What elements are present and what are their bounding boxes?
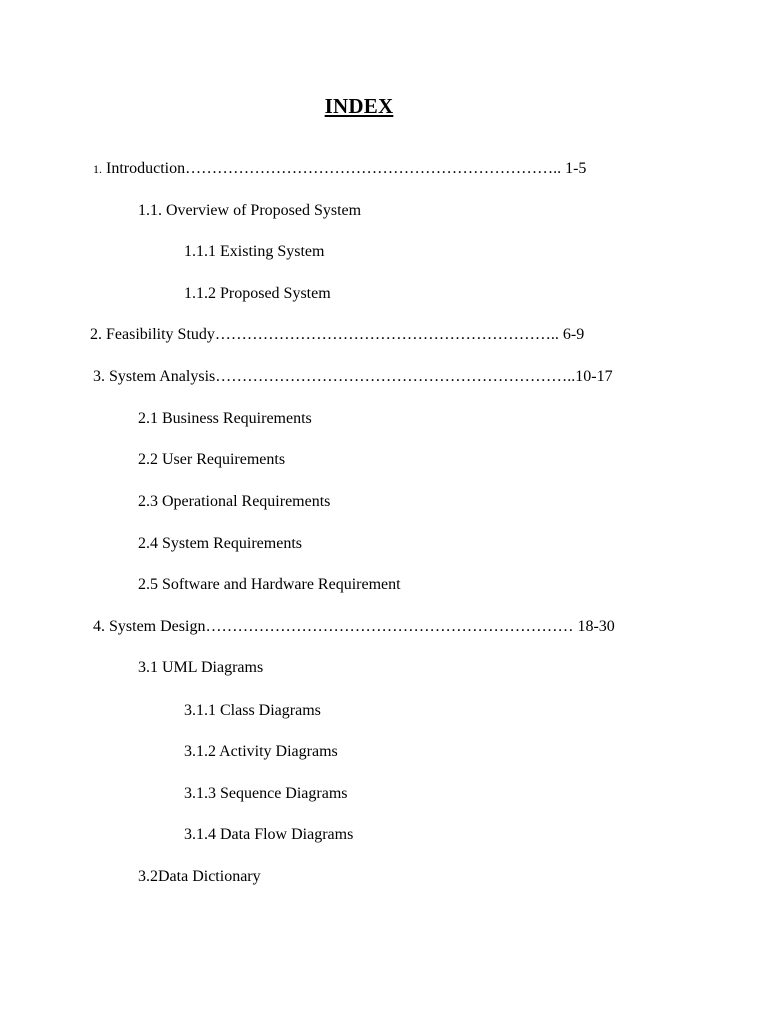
toc-entry-system-requirements xyxy=(138,534,302,554)
toc-entry-system-design xyxy=(93,617,615,637)
toc-leader-dots: ……………………………………………………….. xyxy=(214,326,559,343)
toc-entry-text: 3.1 UML Diagrams xyxy=(138,659,264,676)
toc-entry-sequence-diagrams xyxy=(184,784,348,804)
toc-entry-feasibility-study xyxy=(90,325,584,345)
toc-entry-text: 1.1.2 Proposed System xyxy=(184,285,331,302)
toc-entry-text: 2.1 Business Requirements xyxy=(138,410,312,427)
toc-entry-text: 3.1.1 Class Diagrams xyxy=(184,702,321,719)
toc-entry-text: 2.3 Operational Requirements xyxy=(138,493,331,510)
toc-entry-text: 3.1.3 Sequence Diagrams xyxy=(184,785,348,802)
toc-entry-pages: 6-9 xyxy=(562,326,585,343)
toc-entry-data-dictionary xyxy=(138,867,261,887)
toc-entry-number: 1. xyxy=(93,162,102,176)
toc-entry-introduction xyxy=(93,159,586,179)
toc-entry-text: Introduction xyxy=(106,160,186,177)
toc-entry-pages: 18-30 xyxy=(577,618,615,635)
toc-entry-pages: 10-17 xyxy=(575,368,613,385)
toc-entry-text: 2.2 User Requirements xyxy=(138,451,286,468)
toc-entry-text: 3.1.4 Data Flow Diagrams xyxy=(184,826,354,843)
toc-entry-text: 3.1.2 Activity Diagrams xyxy=(184,743,338,760)
toc-entry-text: 2.5 Software and Hardware Requirement xyxy=(138,576,401,593)
toc-entry-text: 2. Feasibility Study xyxy=(90,326,215,343)
toc-entry-overview xyxy=(138,201,361,221)
toc-entry-operational-requirements xyxy=(138,492,330,512)
toc-entry-business-requirements xyxy=(138,409,312,429)
toc-entry-text: 4. System Design xyxy=(93,618,206,635)
toc-entry-text: 1.1.1 Existing System xyxy=(184,243,325,260)
index-title: INDEX xyxy=(324,94,394,118)
toc-entry-data-flow-diagrams xyxy=(184,825,353,845)
toc-entry-class-diagrams xyxy=(184,701,321,721)
toc-entry-proposed-system xyxy=(184,284,331,304)
toc-entry-system-analysis xyxy=(93,367,613,387)
toc-entry-activity-diagrams xyxy=(184,742,338,762)
toc-leader-dots: ………………………………………………………….. xyxy=(215,368,576,385)
toc-entry-text: 3.2Data Dictionary xyxy=(138,868,261,885)
toc-entry-software-hardware-requirement xyxy=(138,575,401,595)
toc-entry-text: 1.1. Overview of Proposed System xyxy=(138,202,362,219)
toc-entry-existing-system xyxy=(184,242,324,262)
toc-entry-text: 3. System Analysis xyxy=(93,368,216,385)
toc-entry-uml-diagrams xyxy=(138,658,263,678)
toc-entry-pages: 1-5 xyxy=(565,160,587,177)
toc-leader-dots: …………………………………………………………….. xyxy=(185,160,562,177)
toc-entry-user-requirements xyxy=(138,450,285,470)
toc-entry-text: 2.4 System Requirements xyxy=(138,535,302,552)
toc-leader-dots: …………………………………………………………… xyxy=(205,618,574,635)
